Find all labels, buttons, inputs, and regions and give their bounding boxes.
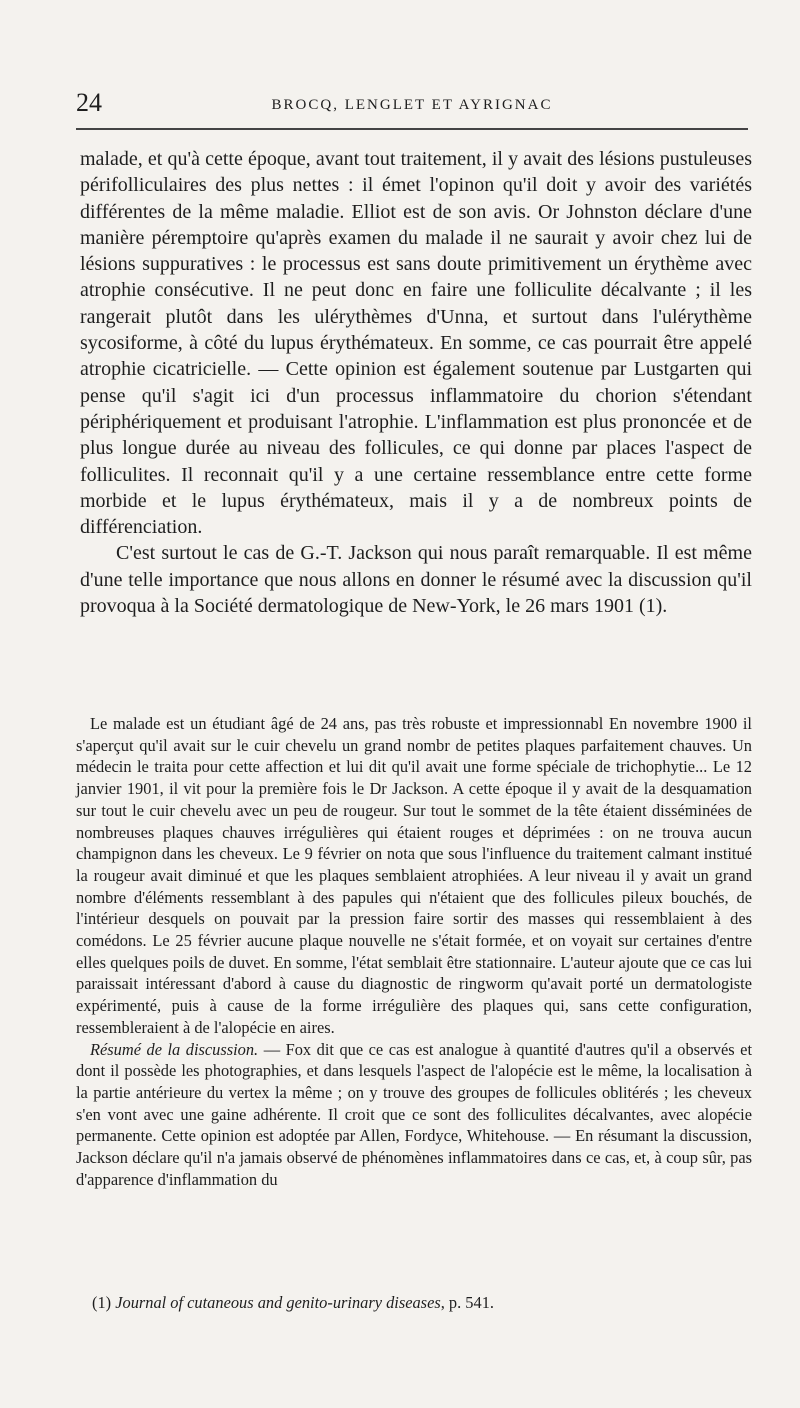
- main-paragraph-1: malade, et qu'à cette époque, avant tout traitement, il y avait des lésions pustuleuses périfolliculaires des plus nettes : il émet l'opinon qu'il doit y avoir des variétés différentes de la même maladie. Elliot est de son avis. Or Johnston déclare d'une manière péremptoire qu'après examen du malade il ne saurait y avoir chez lui de lésions suppuratives : le processus est sans doute primitivement un érythème avec atrophie consécutive. Il ne peut donc en faire une folliculite décalvante ; il les rangerait plutôt dans les ulérythèmes d'Unna, et surtout dans l'ulérythème sycosiforme, à côté du lupus érythémateux. En somme, ce cas pourrait être appelé atrophie cicatricielle. — Cette opinion est également soutenue par Lustgarten qui pense qu'il s'agit ici d'un processus inflammatoire du chorion s'étendant périphériquement et produisant l'atrophie. L'inflammation est plus prononcée et de plus longue durée au niveau des follicules, ce qui donne par places l'aspect de folliculites. Il reconnait qu'il y a une certaine ressemblance entre cette forme morbide et le lupus érythémateux, mais il y a de nombreux points de différenciation.: [80, 148, 752, 539]
- discussion-paragraph: [76, 1039, 752, 1191]
- discussion-label: Résumé de la discussion.: [90, 1039, 259, 1059]
- footnote: [92, 1292, 752, 1314]
- page-header: [76, 86, 748, 120]
- case-report: [76, 713, 752, 1190]
- footnote-marker: (1): [92, 1293, 116, 1312]
- footnote-page: , p. 541.: [440, 1293, 494, 1312]
- header-rule: [76, 128, 748, 130]
- discussion-text: — Fox dit que ce cas est analogue à quantité d'autres qu'il a observés et dont il possède les photographies, et dans lesquels l'aspect de l'alopécie est le même, la localisation à la partie antérieure du vertex la même ; on y trouve des groupes de follicules oblitérés ; les cheveux s'en vont avec une gaine adhérente. Il croit que ce sont des folliculites décalvantes, avec alopécie permanente. Cette opinion est adoptée par Allen, Fordyce, Whitehouse. — En résumant la discussion, Jackson déclare qu'il n'a jamais observé de phénomènes inflammatoires dans ce cas, et, à coup sûr, pas d'apparence d'inflammation du: [76, 1039, 752, 1189]
- running-head: BROCQ, LENGLET ET AYRIGNAC: [271, 97, 553, 113]
- footnote-journal: Journal of cutaneous and genito-urinary diseases: [115, 1293, 441, 1312]
- main-text: [80, 146, 752, 619]
- page-number: 24: [76, 88, 102, 117]
- case-report-paragraph: Le malade est un étudiant âgé de 24 ans, pas très robuste et impressionnabl En novembre 1900 il s'aperçut qu'il avait sur le cuir chevelu un grand nombr de petites plaques parfaitement chauves. Un médecin le traita pour cette affection et lui dit qu'il avait une forme spéciale de trichophytie... Le 12 janvier 1901, il vit pour la première fois le Dr Jackson. A cette époque il y avait de la desquamation sur tout le cuir chevelu avec un peu de rougeur. Sur tout le sommet de la tête étaient disséminées de nombreuses plaques chauves irrégulières qui étaient rouges et déprimées : on ne trouva aucun champignon dans les cheveux. Le 9 février on nota que sous l'influence du traitement calmant institué la rougeur avait diminué et que les plaques semblaient atrophiées. A leur niveau il y avait un grand nombre d'éléments ressemblant à des papules qui n'étaient que des follicules pileux bouchés, de l'intérieur desquels on pouvait par la pression faire sortir des masses qui ressemblaient à des comédons. Le 25 février aucune plaque nouvelle ne s'était formée, et on voyait sur certaines d'entre elles quelques poils de duvet. En somme, l'état semblait être stationnaire. L'auteur ajoute que ce cas lui paraissait intéressant d'abord à cause du diagnostic de ringworm qu'avait porté un dermatologiste expérimenté, puis à cause de la forme irrégulière des plaques qui, sans cette configuration, ressembleraient à de l'alopécie en aires.: [76, 714, 752, 1037]
- main-paragraph-2: C'est surtout le cas de G.-T. Jackson qui nous paraît remarquable. Il est même d'une telle importance que nous allons en donner le résumé avec la discussion qu'il provoqua à la Société dermatologique de New-York, le 26 mars 1901 (1).: [80, 542, 752, 618]
